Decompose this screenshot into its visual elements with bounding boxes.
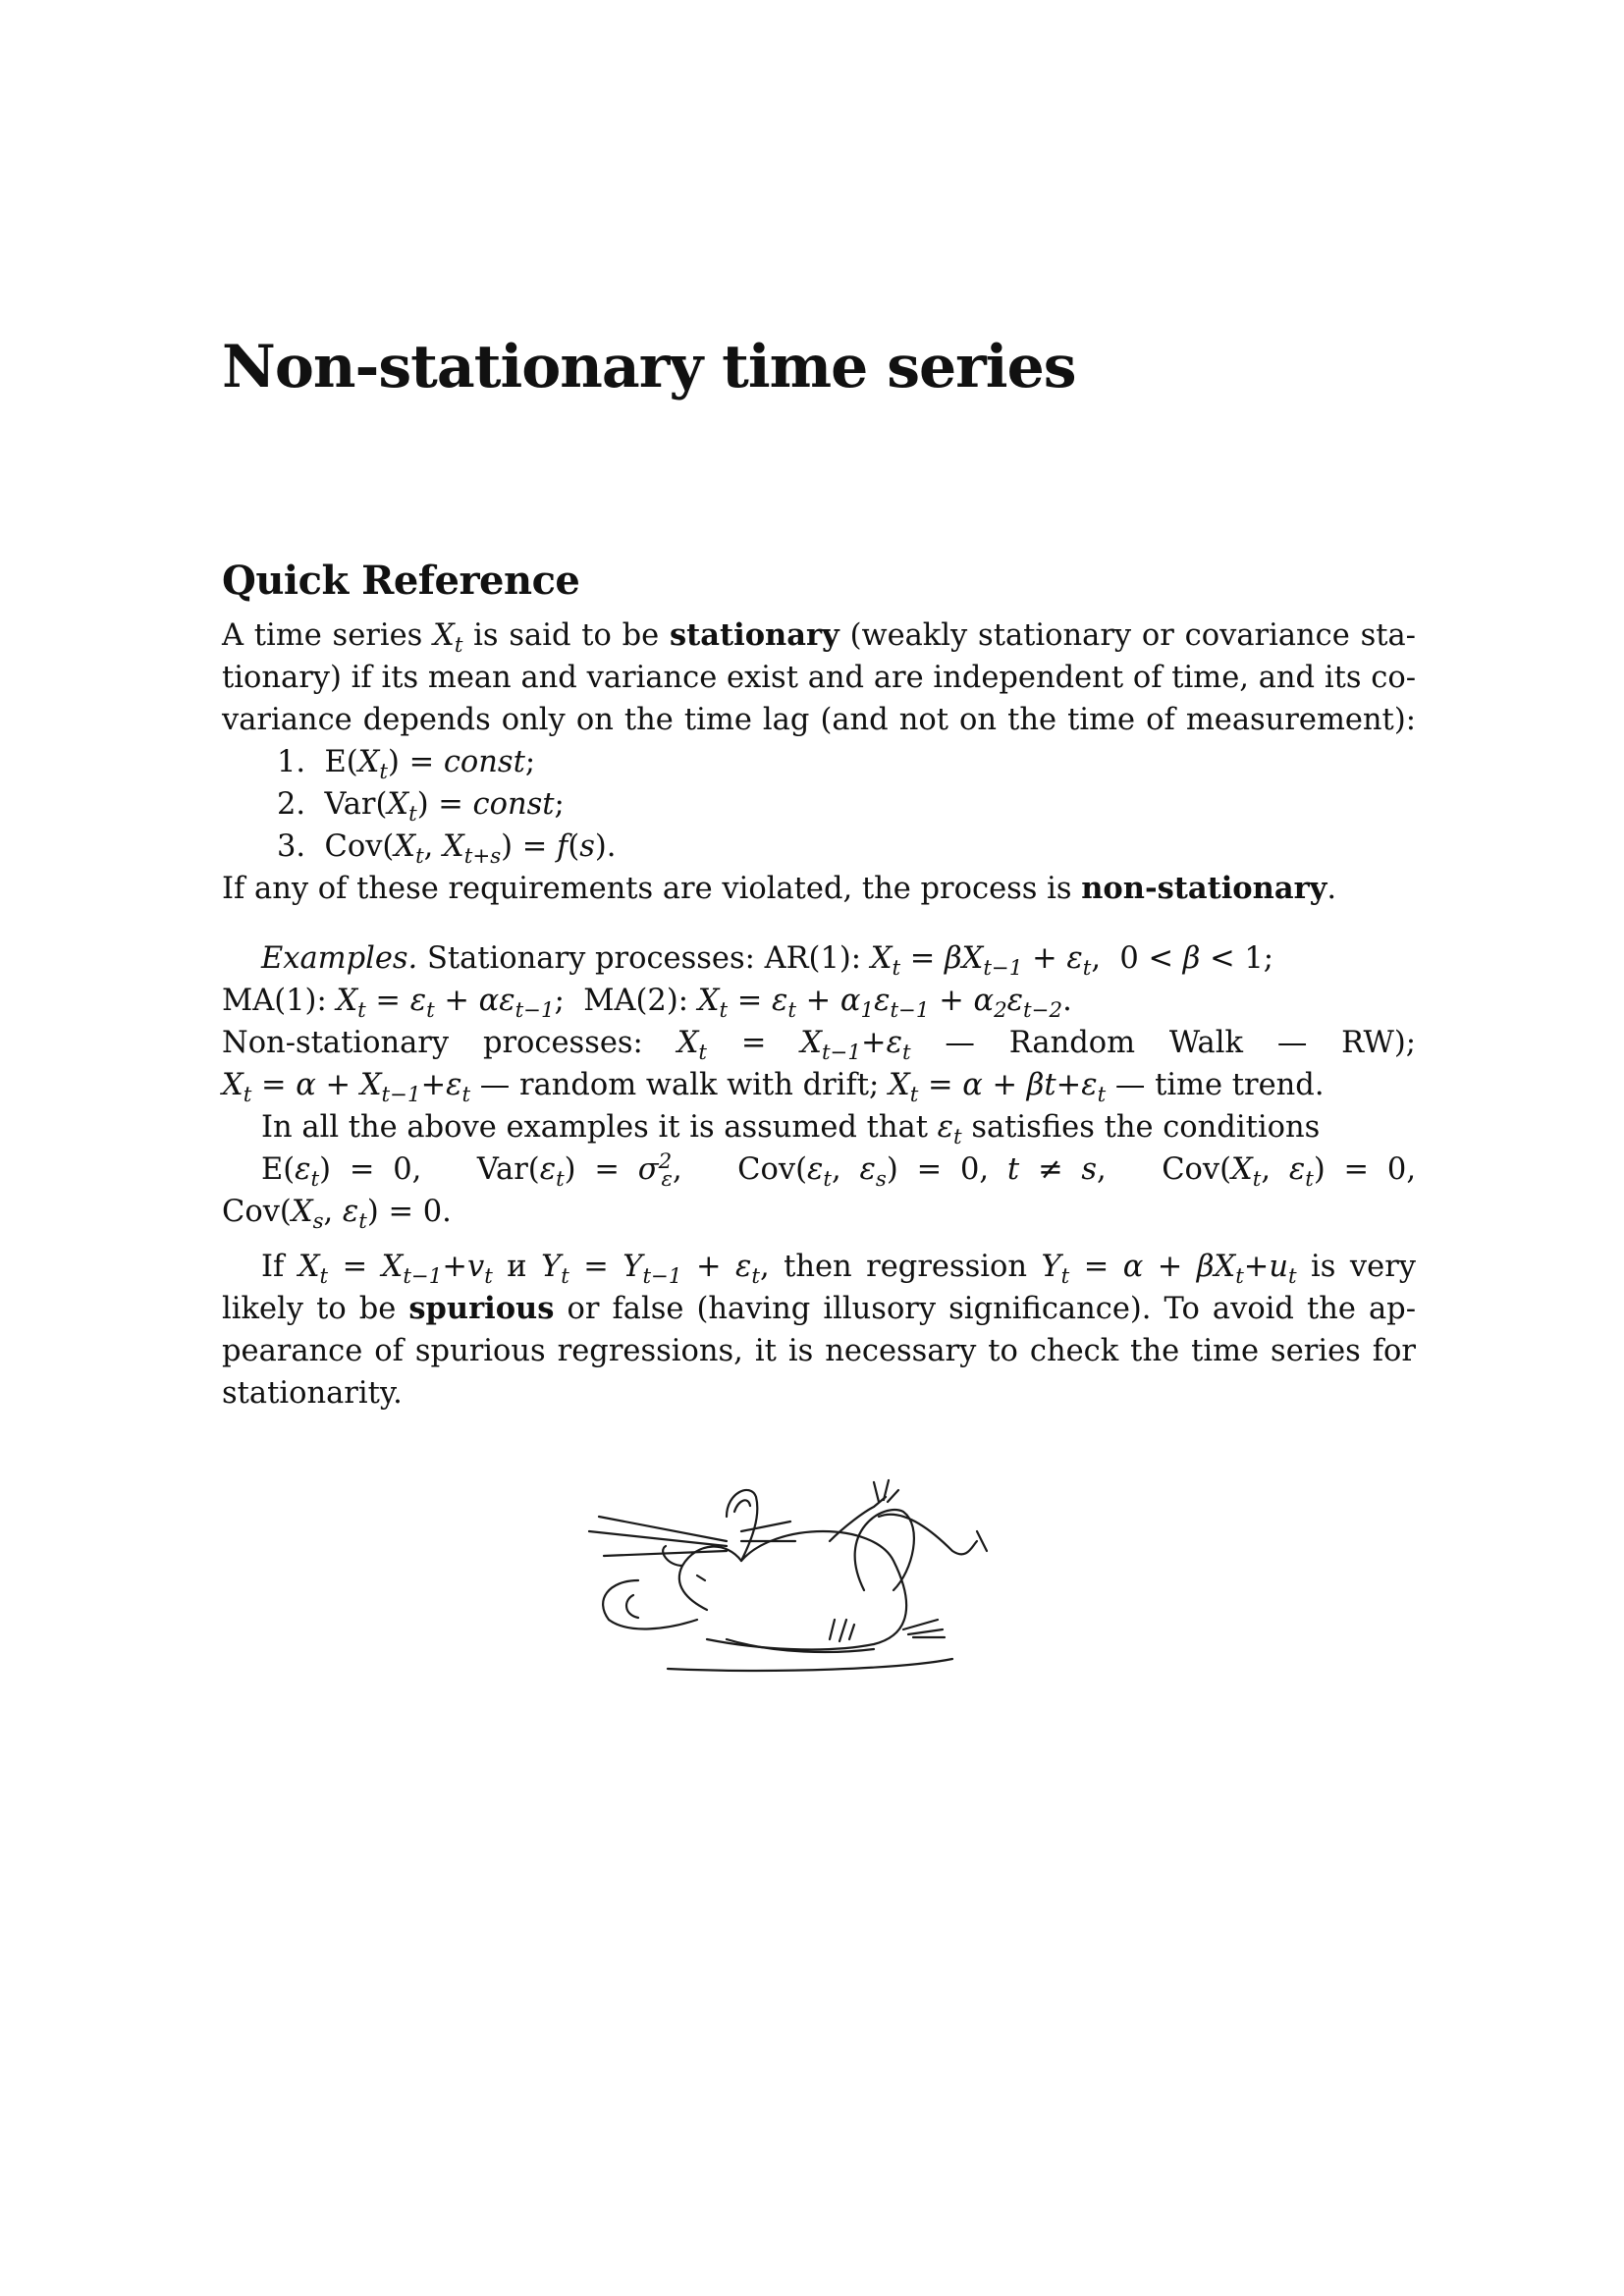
conditions-list — [222, 741, 1416, 868]
hind-leg-inner — [626, 1595, 638, 1618]
front-paw — [903, 1620, 945, 1637]
ear-inner — [734, 1500, 750, 1512]
examples-line-1: Examples. Stationary processes: AR(1): $X_t = \beta X_{t-1} + \varepsilon_t$, 0 < β < 1; — [261, 941, 1274, 982]
page-title: Non-stationary time series — [222, 333, 1076, 401]
condition-item: 1. $E(X_t)$ = const; — [277, 745, 536, 785]
intro-line-1: A time series $X_t$ is said to be stationary (weakly stationary or covariance sta- — [222, 617, 1416, 659]
examples-line-3: Non-stationary processes: $X_t = X_{t-1}+\varepsilon_t$ — Random Walk — RW); — [222, 1026, 1416, 1066]
small-paw — [830, 1620, 854, 1641]
examples-label: Examples. — [261, 941, 418, 976]
spurious-line-2: likely to be spurious or false (having illusory significance). To avoid the ap- — [222, 1291, 1417, 1326]
ground-line — [668, 1659, 952, 1671]
whisker — [604, 1551, 727, 1556]
intro-line-3: variance depends only on the time lag (and not on the time of measurement): — [222, 703, 1416, 737]
snout — [663, 1546, 682, 1566]
examples-line-2: MA(1): $X_t = \varepsilon_t + \alpha\varepsilon_{t-1}$; MA(2): $X_t = \varepsilon_t + \alpha_1\varepsilon_{t-1} + \alpha_2\varepsilon_{t-2}$. — [222, 984, 1072, 1024]
examples-line-4: $X_t = \alpha + X_{t-1}+\varepsilon_t$ — random walk with drift; $X_t = \alpha + \beta t+\varepsilon_t$ — time trend. — [222, 1068, 1325, 1108]
condition-item: 3. $Cov(X_t$, $X_{t+s}) = f(s)$. — [277, 829, 617, 870]
term-stationary: stationary — [670, 617, 839, 653]
head — [679, 1547, 741, 1610]
whisker — [589, 1531, 727, 1546]
hind-leg — [603, 1580, 697, 1629]
raised-foot — [874, 1480, 898, 1502]
whisker — [599, 1517, 727, 1541]
term-non-stationary: non-stationary — [1081, 871, 1327, 906]
spurious-line-1: If $X_t = X_{t-1}+v_t$ и $Y_t = Y_{t-1} + \varepsilon_t$, then regression $Y_t = \alpha + \beta X_t+u_t$ is very — [261, 1250, 1417, 1290]
intro-line-2: tionary) if its mean and variance exist and are independent of time, and its co- — [222, 661, 1416, 695]
examples-line-6: $E(\varepsilon_t) = 0$, $Var(\varepsilon_t) = \sigma^2_\varepsilon$, $Cov(\varepsilon_t$, $\varepsilon_s) = 0$, t ≠ s, $Cov(X_t$, $\varepsilon_t) = 0$, — [261, 1148, 1417, 1193]
whisker — [741, 1522, 790, 1531]
body — [707, 1531, 906, 1649]
examples-paragraph — [222, 937, 1416, 1233]
term-spurious: spurious — [408, 1291, 555, 1326]
sleeping-mouse-icon — [579, 1472, 1149, 1708]
examples-line-7: $Cov(X_s$, $\varepsilon_t) = 0$. — [222, 1195, 452, 1235]
spurious-line-3: pearance of spurious regressions, it is necessary to check the time series for — [222, 1334, 1416, 1368]
spurious-paragraph — [222, 1246, 1416, 1415]
spurious-line-4: stationarity. — [222, 1376, 403, 1411]
closed-eye — [697, 1575, 705, 1580]
section-heading: Quick Reference — [222, 558, 580, 604]
violation-paragraph: If any of these requirements are violated, the process is non-stationary. — [222, 871, 1337, 906]
examples-line-5: In all the above examples it is assumed that $\varepsilon_t$ satisfies the conditions — [261, 1110, 1321, 1150]
raised-leg — [830, 1497, 886, 1541]
tail-tip — [879, 1515, 987, 1555]
condition-item: 2. $Var(X_t)$ = const; — [277, 787, 565, 828]
intro-paragraph — [222, 614, 1416, 741]
